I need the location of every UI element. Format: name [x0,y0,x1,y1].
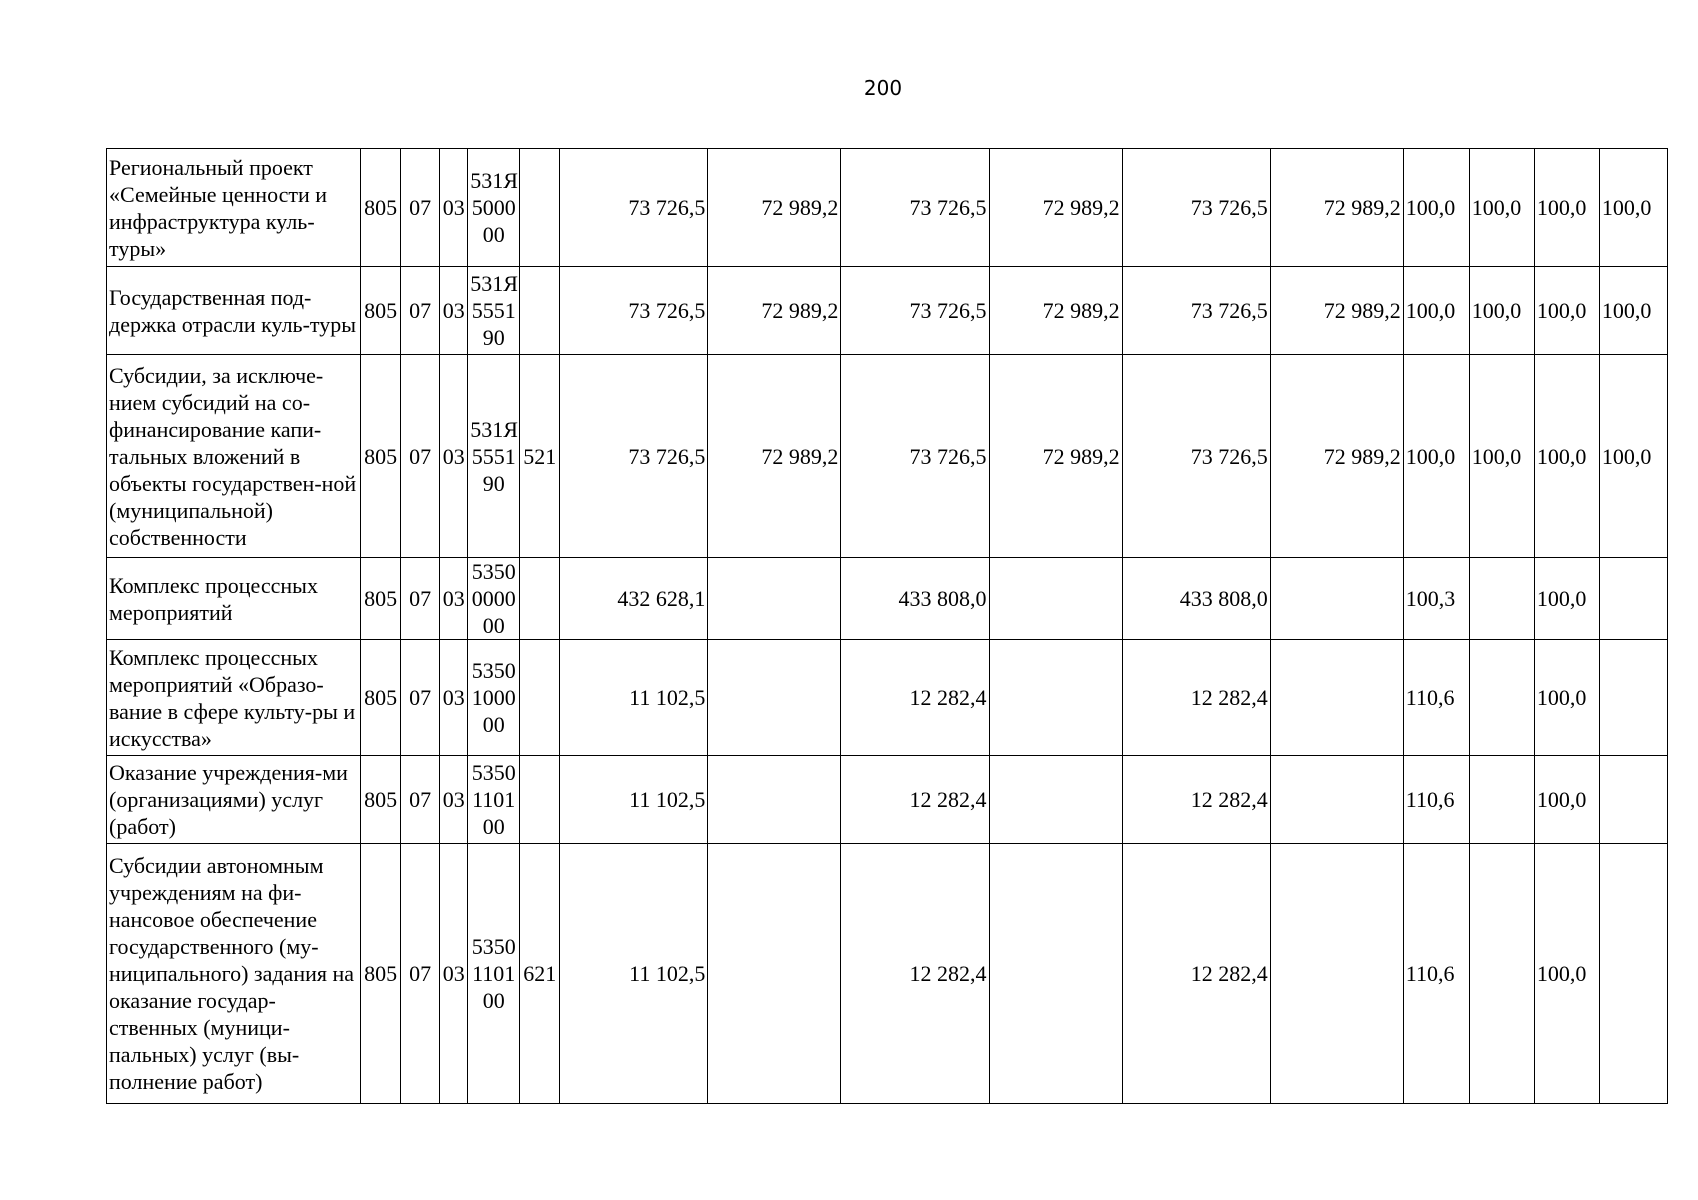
budget-table [106,148,1668,1104]
amount-cell-1: 11 102,5 [560,844,708,1104]
amount-cell-2 [708,558,841,640]
table-row [107,756,1668,844]
target-article-part: 531Я [470,271,518,296]
percent-cell-1: 110,6 [1403,756,1469,844]
amount-cell-3: 12 282,4 [841,756,989,844]
subsection-code-cell: 03 [440,844,468,1104]
target-article-part: 5000 [471,195,516,220]
amount-cell-1: 432 628,1 [560,558,708,640]
amount-cell-4: 72 989,2 [989,355,1122,558]
expense-type-cell [520,149,560,267]
amount-cell-2 [708,640,841,756]
percent-cell-1: 100,0 [1403,267,1469,355]
subsection-code-cell: 03 [440,640,468,756]
target-article-cell [468,355,520,558]
target-article-part: 0000 [471,586,516,611]
section-code-cell: 07 [401,267,440,355]
percent-cell-3: 100,0 [1534,149,1599,267]
row-name-cell: Оказание учреждения-ми (организациями) услуг (работ) [107,756,361,844]
amount-cell-5: 12 282,4 [1122,640,1270,756]
row-name-cell: Комплекс процессных мероприятий [107,558,361,640]
target-article-part: 00 [482,814,505,839]
percent-cell-1: 100,3 [1403,558,1469,640]
amount-cell-2: 72 989,2 [708,149,841,267]
target-article-part: 1101 [472,961,516,986]
grbs-code-cell: 805 [361,558,401,640]
amount-cell-5: 12 282,4 [1122,756,1270,844]
percent-cell-4: 100,0 [1599,355,1667,558]
amount-cell-6: 72 989,2 [1270,355,1403,558]
subsection-code-cell: 03 [440,558,468,640]
target-article-part: 531Я [470,168,518,193]
table-row [107,640,1668,756]
grbs-code-cell: 805 [361,640,401,756]
target-article-part: 5551 [471,443,516,469]
amount-cell-2: 72 989,2 [708,355,841,558]
amount-cell-1: 73 726,5 [560,355,708,558]
percent-cell-2: 100,0 [1469,267,1534,355]
target-article-cell [468,558,520,640]
percent-cell-3: 100,0 [1534,355,1599,558]
amount-cell-6 [1270,558,1403,640]
target-article-part: 90 [482,470,505,496]
target-article-part: 5551 [471,298,516,323]
amount-cell-2: 72 989,2 [708,267,841,355]
row-name-cell: Государственная под-держка отрасли куль-туры [107,267,361,355]
target-article-part: 1101 [472,787,516,812]
percent-cell-1: 110,6 [1403,844,1469,1104]
section-code-cell: 07 [401,558,440,640]
amount-cell-3: 12 282,4 [841,640,989,756]
target-article-part: 531Я [470,416,518,442]
expense-type-cell [520,558,560,640]
amount-cell-1: 11 102,5 [560,640,708,756]
target-article-part: 00 [482,222,505,247]
target-article-part: 5350 [471,658,516,683]
percent-cell-1: 100,0 [1403,149,1469,267]
grbs-code-cell: 805 [361,844,401,1104]
percent-cell-1: 110,6 [1403,640,1469,756]
target-article-part: 5350 [471,559,516,584]
percent-cell-3: 100,0 [1534,267,1599,355]
percent-cell-3: 100,0 [1534,558,1599,640]
section-code-cell: 07 [401,756,440,844]
amount-cell-1: 73 726,5 [560,149,708,267]
target-article-cell [468,640,520,756]
table-row [107,149,1668,267]
amount-cell-5: 73 726,5 [1122,149,1270,267]
target-article-part: 00 [482,613,505,638]
percent-cell-3: 100,0 [1534,640,1599,756]
row-name-cell: Комплекс процессных мероприятий «Образо-вание в сфере культу-ры и искусства» [107,640,361,756]
target-article-cell [468,844,520,1104]
target-article-cell [468,267,520,355]
percent-cell-4: 100,0 [1599,149,1667,267]
percent-cell-2 [1469,558,1534,640]
row-name-cell: Субсидии автономным учреждениям на фи-нансовое обеспечение государственного (му-ниципального) задания на оказание государ-ственных (муници-пальных) услуг (вы-полнение работ) [107,844,361,1104]
target-article-part: 1000 [471,685,516,710]
percent-cell-2 [1469,756,1534,844]
target-article-cell [468,756,520,844]
grbs-code-cell: 805 [361,267,401,355]
percent-cell-3: 100,0 [1534,756,1599,844]
amount-cell-6 [1270,756,1403,844]
percent-cell-4 [1599,558,1667,640]
amount-cell-1: 73 726,5 [560,267,708,355]
amount-cell-3: 73 726,5 [841,149,989,267]
amount-cell-3: 12 282,4 [841,844,989,1104]
percent-cell-4 [1599,844,1667,1104]
amount-cell-6: 72 989,2 [1270,267,1403,355]
expense-type-cell [520,756,560,844]
amount-cell-5: 73 726,5 [1122,267,1270,355]
percent-cell-2: 100,0 [1469,149,1534,267]
percent-cell-4 [1599,756,1667,844]
amount-cell-4: 72 989,2 [989,149,1122,267]
target-article-cell [468,149,520,267]
section-code-cell: 07 [401,640,440,756]
section-code-cell: 07 [401,355,440,558]
percent-cell-2 [1469,640,1534,756]
table-row [107,844,1668,1104]
grbs-code-cell: 805 [361,149,401,267]
percent-cell-2: 100,0 [1469,355,1534,558]
amount-cell-6 [1270,640,1403,756]
amount-cell-2 [708,844,841,1104]
section-code-cell: 07 [401,149,440,267]
amount-cell-6: 72 989,2 [1270,149,1403,267]
target-article-part: 00 [482,712,505,737]
subsection-code-cell: 03 [440,756,468,844]
amount-cell-5: 73 726,5 [1122,355,1270,558]
target-article-part: 90 [482,325,505,350]
percent-cell-3: 100,0 [1534,844,1599,1104]
grbs-code-cell: 805 [361,355,401,558]
grbs-code-cell: 805 [361,756,401,844]
amount-cell-3: 73 726,5 [841,267,989,355]
amount-cell-4: 72 989,2 [989,267,1122,355]
target-article-part: 00 [482,988,505,1013]
amount-cell-5: 433 808,0 [1122,558,1270,640]
table-row [107,355,1668,558]
percent-cell-4: 100,0 [1599,267,1667,355]
amount-cell-3: 433 808,0 [841,558,989,640]
percent-cell-4 [1599,640,1667,756]
amount-cell-6 [1270,844,1403,1104]
table-row [107,558,1668,640]
page-number: 200 [863,76,903,100]
row-name-cell: Региональный проект «Семейные ценности и инфраструктура куль-туры» [107,149,361,267]
amount-cell-3: 73 726,5 [841,355,989,558]
subsection-code-cell: 03 [440,149,468,267]
amount-cell-1: 11 102,5 [560,756,708,844]
section-code-cell: 07 [401,844,440,1104]
expense-type-cell: 521 [520,355,560,558]
amount-cell-4 [989,558,1122,640]
row-name-cell: Субсидии, за исключе-нием субсидий на со-финансирование капи-тальных вложений в объекты государствен-ной (муниципальной) собственности [107,355,361,558]
expense-type-cell [520,267,560,355]
subsection-code-cell: 03 [440,267,468,355]
table-row [107,267,1668,355]
expense-type-cell [520,640,560,756]
amount-cell-4 [989,756,1122,844]
percent-cell-1: 100,0 [1403,355,1469,558]
subsection-code-cell: 03 [440,355,468,558]
amount-cell-2 [708,756,841,844]
amount-cell-5: 12 282,4 [1122,844,1270,1104]
amount-cell-4 [989,640,1122,756]
target-article-part: 5350 [471,760,516,785]
expense-type-cell: 621 [520,844,560,1104]
percent-cell-2 [1469,844,1534,1104]
target-article-part: 5350 [471,934,516,959]
table-body [107,149,1668,1104]
amount-cell-4 [989,844,1122,1104]
